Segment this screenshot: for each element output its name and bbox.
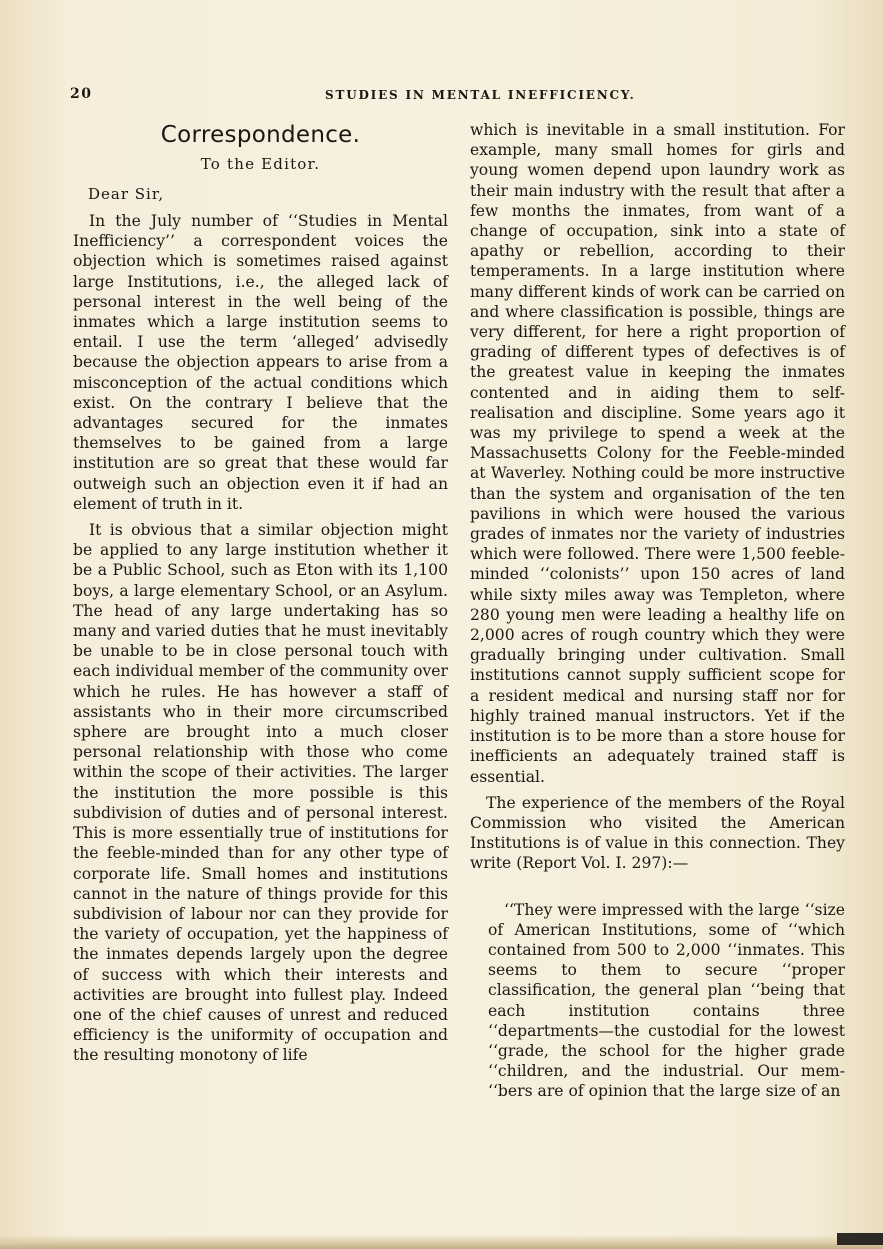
running-head: [70, 86, 850, 108]
running-head-title: STUDIES IN MENTAL INEFFICIENCY.: [325, 88, 636, 102]
to-editor-line: To the Editor.: [200, 155, 321, 173]
salutation: Dear Sir,: [88, 185, 165, 203]
commission-quote: ‘‘They were impressed with the large ‘‘size of American Institutions, some of ‘‘which contained from 500 to 2,000 ‘‘inmates. This seems to them to secure ‘‘proper classification, the general plan ‘‘being that each institution contains three ‘‘departments—the custodial for the lowest ‘‘grade, the school for the higher grade ‘‘children, and the industrial. Our mem- ‘‘bers are of opinion that the large size of an: [488, 900, 845, 1101]
page-number: 20: [70, 86, 93, 102]
paragraph-2: It is obvious that a similar objection might be applied to any large institution whether it be a Public School, such as Eton with its 1,100 boys, a large elementary School, or an Asylum. The head of any large undertaking has so many and varied duties that he must inevitably be unable to be in close personal touch with each individual member of the community over which he rules. He has however a staff of assistants who in their more circumscribed sphere are brought into a much closer personal relationship with those who come within the scope of their activities. The larger the institution the more possible is this subdivision of duties and of personal interest. This is more essentially true of institutions for the feeble-minded than for any other type of corporate life. Small homes and institutions cannot in the nature of things provide for this subdivision of labour nor can they provide for the variety of occupation, yet the happiness of the inmates depends largely upon the degree of success with which their interests and activities are brought into fullest play. Indeed one of the chief causes of unrest and reduced efficiency is the uniformity of occupation and the resulting monotony of life: [73, 521, 448, 1065]
paragraph-1: In the July number of ‘‘Studies in Mental Inefficiency’’ a correspondent voices the objection which is sometimes raised against large Institutions, i.e., the alleged lack of personal interest in the well being of the inmates which a large institution seems to entail. I use the term ‘alleged’ advisedly because the objection appears to arise from a misconception of the actual conditions which exist. On the contrary I believe that the advantages secured for the inmates themselves to be gained from a large institution are so great that these would far outweigh such an objection even it if had an element of truth in it.: [73, 212, 448, 513]
paragraph-4: The experience of the members of the Royal Commission who visited the American Institutions is of value in this connection. They write (Report Vol. I. 297):—: [470, 793, 845, 873]
corner-mark: [837, 1233, 883, 1245]
left-column: [73, 120, 448, 1072]
page-edge-shadow: [0, 1235, 883, 1249]
paragraph-3: which is inevitable in a small institution. For example, many small homes for girls and young women depend upon laundry work as their main industry with the result that after a few months the inmates, from want of a change of occupation, sink into a state of apathy or rebellion, according to their temperaments. In a large institution where many different kinds of work can be carried on and where classification is possible, things are very different, for here a right proportion of grading of different types of defectives is of the greatest value in keeping the inmates contented and in aiding them to self-realisation and discipline. Some years ago it was my privilege to spend a week at the Massachusetts Colony for the Feeble-minded at Waverley. Nothing could be more instructive than the system and organisation of the ten pavilions in which were housed the various grades of inmates nor the variety of industries which were followed. There were 1,500 feeble-minded ‘‘colonists’’ upon 150 acres of land while sixty miles away was Templeton, where 280 young men were leading a healthy life on 2,000 acres of rough country which they were gradually bringing under cultivation. Small institutions cannot supply sufficient scope for a resident medical and nursing staff nor for highly trained manual instructors. Yet if the institution is to be more than a store house for inefficients an adequately trained staff is essential.: [470, 121, 845, 786]
right-column: [470, 120, 845, 1102]
article-heading: Correspondence.: [160, 122, 361, 148]
